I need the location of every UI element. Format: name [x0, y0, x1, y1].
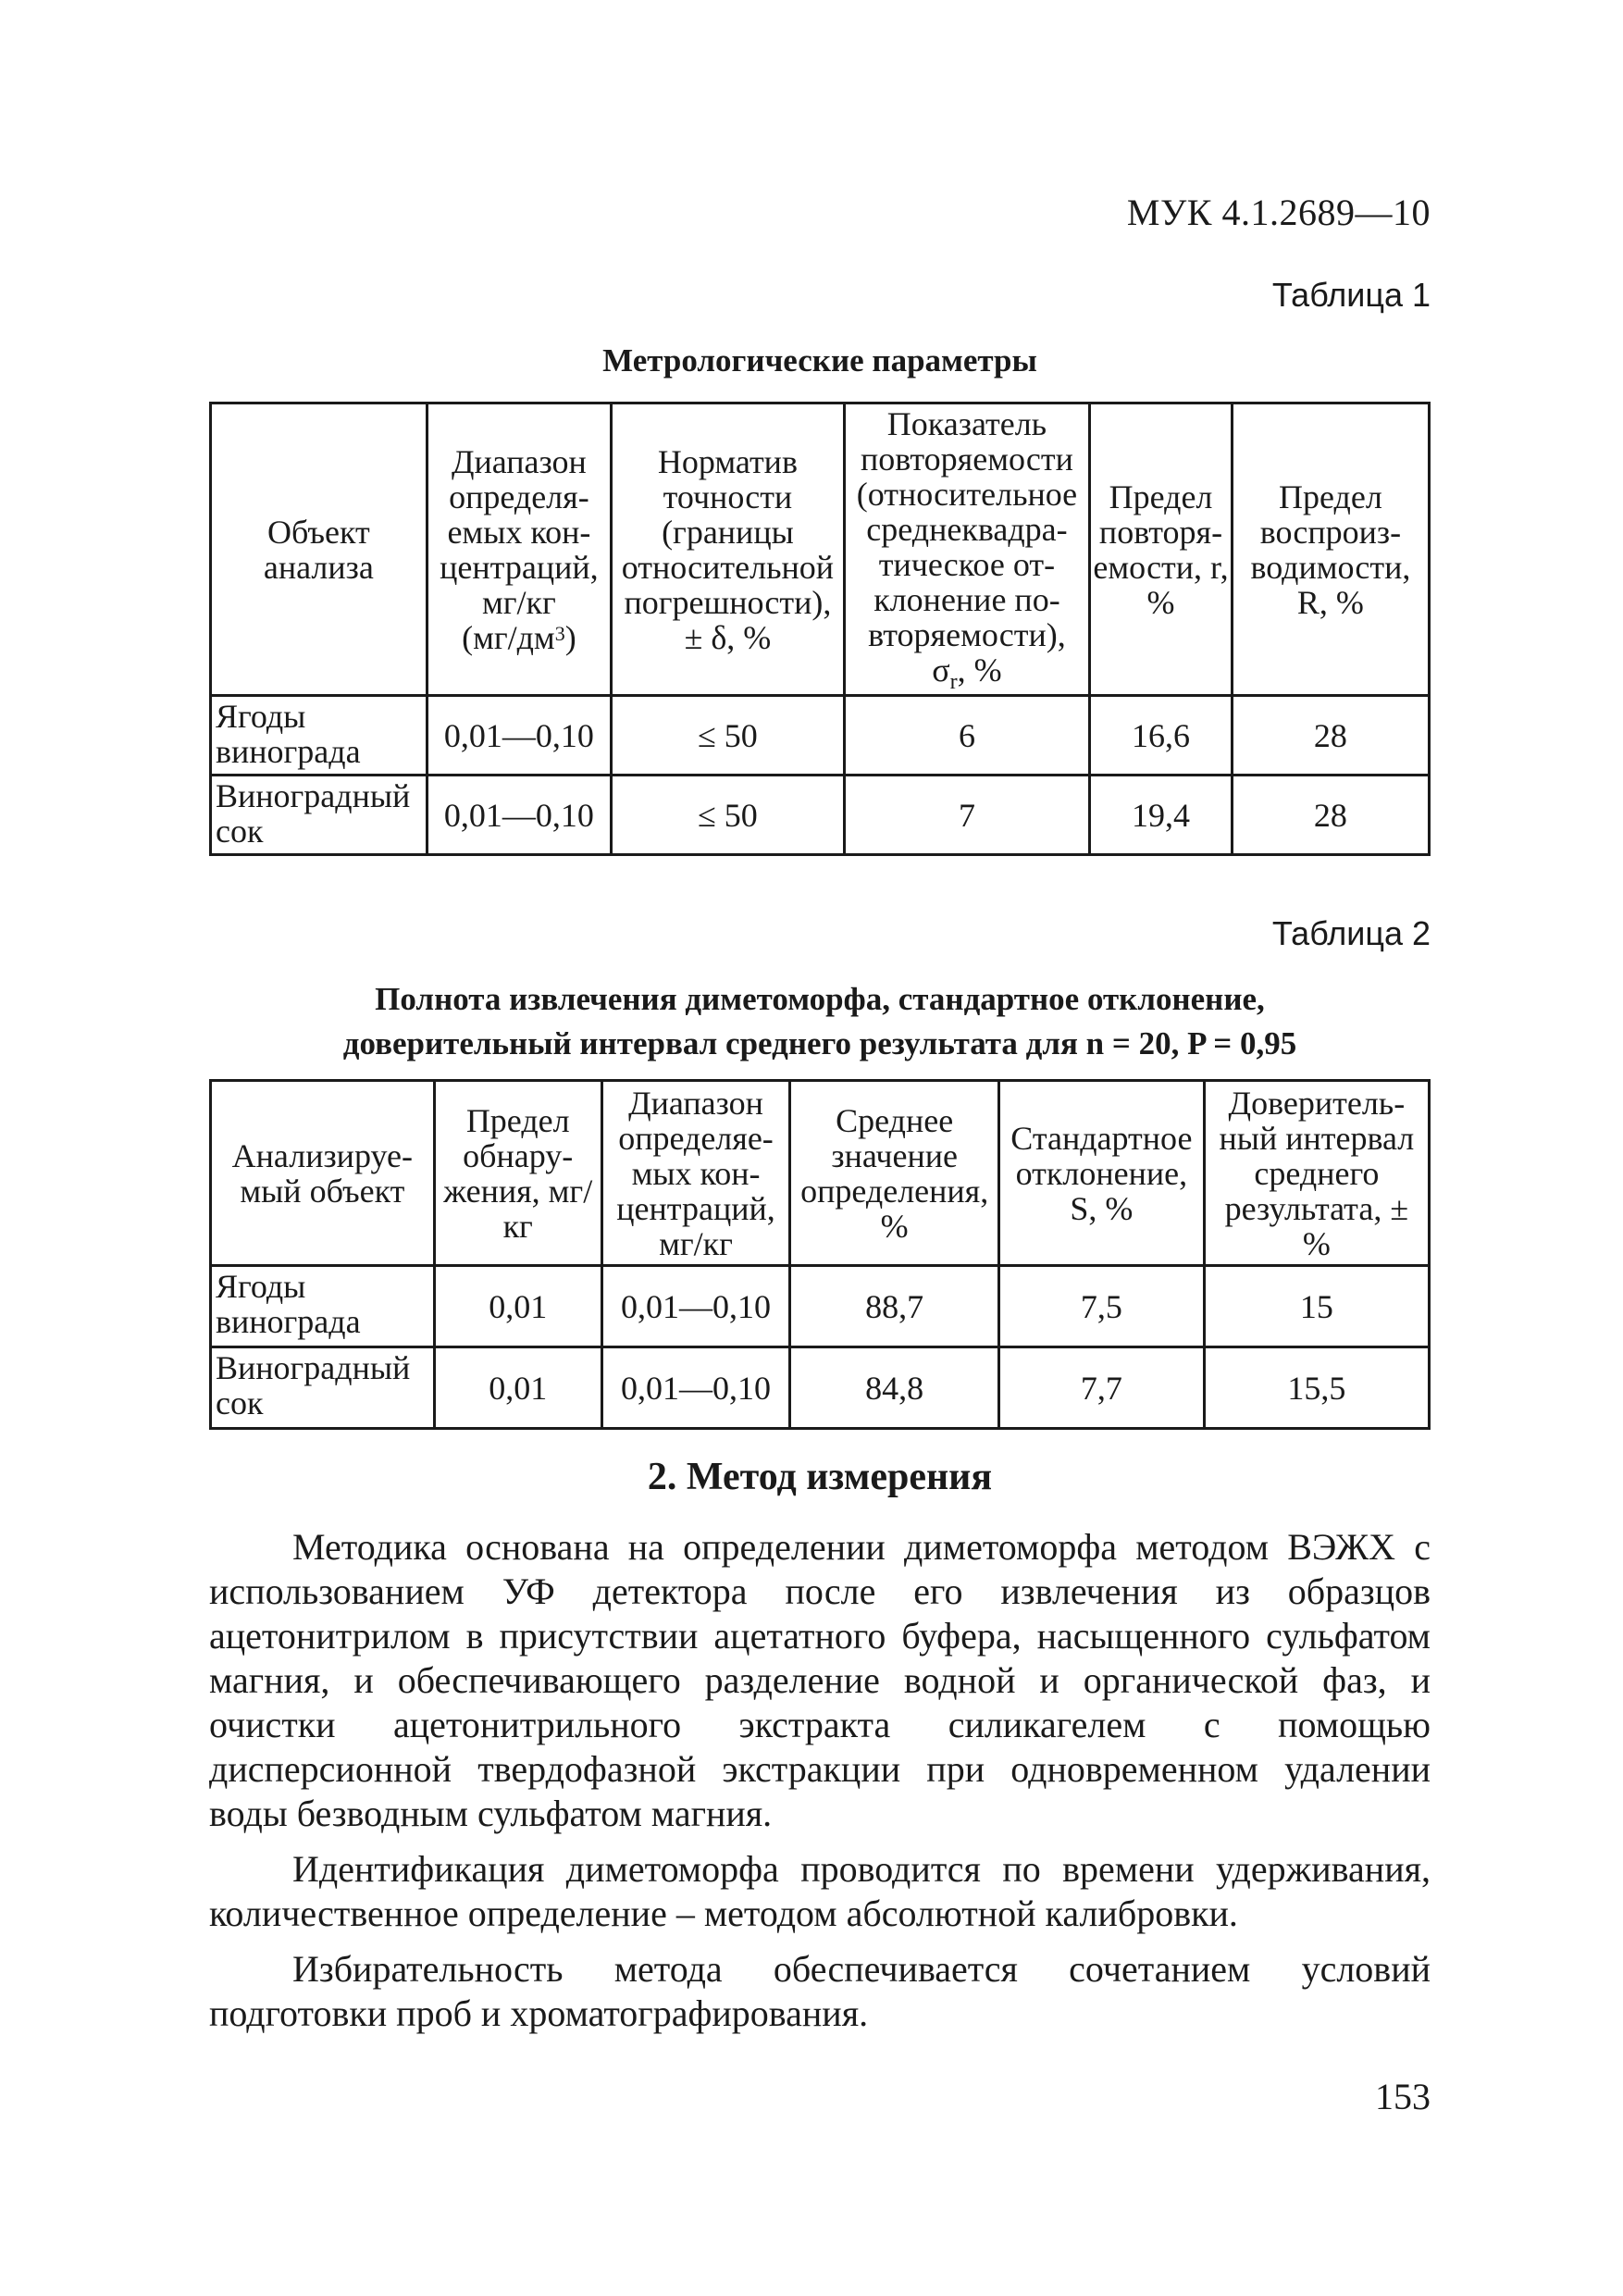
table1-header-object: Объект анализа: [211, 403, 427, 696]
table2-cell-mean: 84,8: [790, 1347, 999, 1429]
table2-header-confidence: Доверитель-ный интервал среднего результата, ± %: [1204, 1081, 1429, 1266]
table-row: [211, 696, 1430, 776]
table-row: [211, 776, 1430, 855]
table2-header-std: Стандартное отклонение, S, %: [999, 1081, 1205, 1266]
table1-header-accuracy: Норматив точности (границы относительной погрешности), ± δ, %: [612, 403, 845, 696]
table1-cell-range: 0,01—0,10: [427, 696, 611, 776]
table2-cell-confidence: 15: [1204, 1266, 1429, 1347]
table2-label: Таблица 2: [1271, 914, 1431, 952]
table1-metrological-parameters: [209, 402, 1431, 856]
table1-cell-object: Ягоды винограда: [211, 696, 427, 776]
table1-header-repeatability-limit: Предел повторя-емости, r, %: [1090, 403, 1233, 696]
page-number: 153: [1375, 2076, 1431, 2117]
table1-header-repeatability-index: Показатель повторяемости (относительное среднеквадра-тическое от-клонение по-вторяемости), $\sigma_r$, %: [844, 403, 1089, 696]
table1-header-row: [211, 403, 1430, 696]
table2-cell-object: Виноградный сок: [211, 1347, 435, 1429]
table2-cell-detection-limit: 0,01: [434, 1266, 601, 1347]
table2-caption: Полнота извлечения диметоморфа, стандартное отклонение, доверительный интервал среднего результата для n = 20, P = 0,95: [342, 981, 1297, 1061]
table2-cell-std: 7,5: [999, 1266, 1205, 1347]
table2-header-row: [211, 1081, 1430, 1266]
table-row: [211, 1347, 1430, 1429]
paragraph: Идентификация диметоморфа проводится по времени удерживания, количественное определение – методом абсолютной калибровки.: [209, 1848, 1431, 1934]
table2-extraction-recovery: [209, 1079, 1431, 1430]
table1-cell-range: 0,01—0,10: [427, 776, 611, 855]
table2-cell-mean: 88,7: [790, 1266, 999, 1347]
table2-header-detection-limit: Предел обнару-жения, мг/кг: [434, 1081, 601, 1266]
table1-cell-repeatability-index: 6: [844, 696, 1089, 776]
table1-cell-accuracy: ≤ 50: [612, 776, 845, 855]
table2-cell-range: 0,01—0,10: [601, 1266, 790, 1347]
table1-cell-reproducibility-limit: 28: [1232, 776, 1429, 855]
table2-header-mean: Среднее значение определения, %: [790, 1081, 999, 1266]
section-body: [209, 1525, 1431, 2047]
paragraph: Методика основана на определении диметоморфа методом ВЭЖХ с использованием УФ детектора после его извлечения из образцов ацетонитрилом в присутствии ацетатного буфера, насыщенного сульфатом магния, и обеспечивающего разделение водной и органической фаз, и очистки ацетонитрильного экстракта силикагелем с помощью дисперсионной твердофазной экстракции при одновременном удалении воды безводным сульфатом магния.: [209, 1526, 1431, 1834]
table1-cell-repeatability-limit: 16,6: [1090, 696, 1233, 776]
table2-header-object: Анализируе-мый объект: [211, 1081, 435, 1266]
table-row: [211, 1266, 1430, 1347]
table2-cell-detection-limit: 0,01: [434, 1347, 601, 1429]
table1-label: Таблица 1: [1271, 276, 1431, 314]
table1-cell-repeatability-index: 7: [844, 776, 1089, 855]
table2-cell-std: 7,7: [999, 1347, 1205, 1429]
document-code: МУК 4.1.2689—10: [1126, 192, 1431, 233]
table1-cell-accuracy: ≤ 50: [612, 696, 845, 776]
table1-header-range: Диапазон определя-емых кон-центраций, мг/кг $(мг/дм^3)$: [427, 403, 611, 696]
table2-cell-range: 0,01—0,10: [601, 1347, 790, 1429]
table1-cell-repeatability-limit: 19,4: [1090, 776, 1233, 855]
table2-cell-confidence: 15,5: [1204, 1347, 1429, 1429]
table1-cell-object: Виноградный сок: [211, 776, 427, 855]
table2-cell-object: Ягоды винограда: [211, 1266, 435, 1347]
paragraph: Избирательность метода обеспечивается сочетанием условий подготовки проб и хроматографирования.: [209, 1948, 1431, 2034]
table1-caption: Метрологические параметры: [602, 342, 1037, 379]
section-heading: 2. Метод измерения: [647, 1456, 993, 1498]
table2-header-range: Диапазон определяе-мых кон-центраций, мг/кг: [601, 1081, 790, 1266]
table1-header-reproducibility-limit: Предел воспроиз-водимости, R, %: [1232, 403, 1429, 696]
table1-cell-reproducibility-limit: 28: [1232, 696, 1429, 776]
